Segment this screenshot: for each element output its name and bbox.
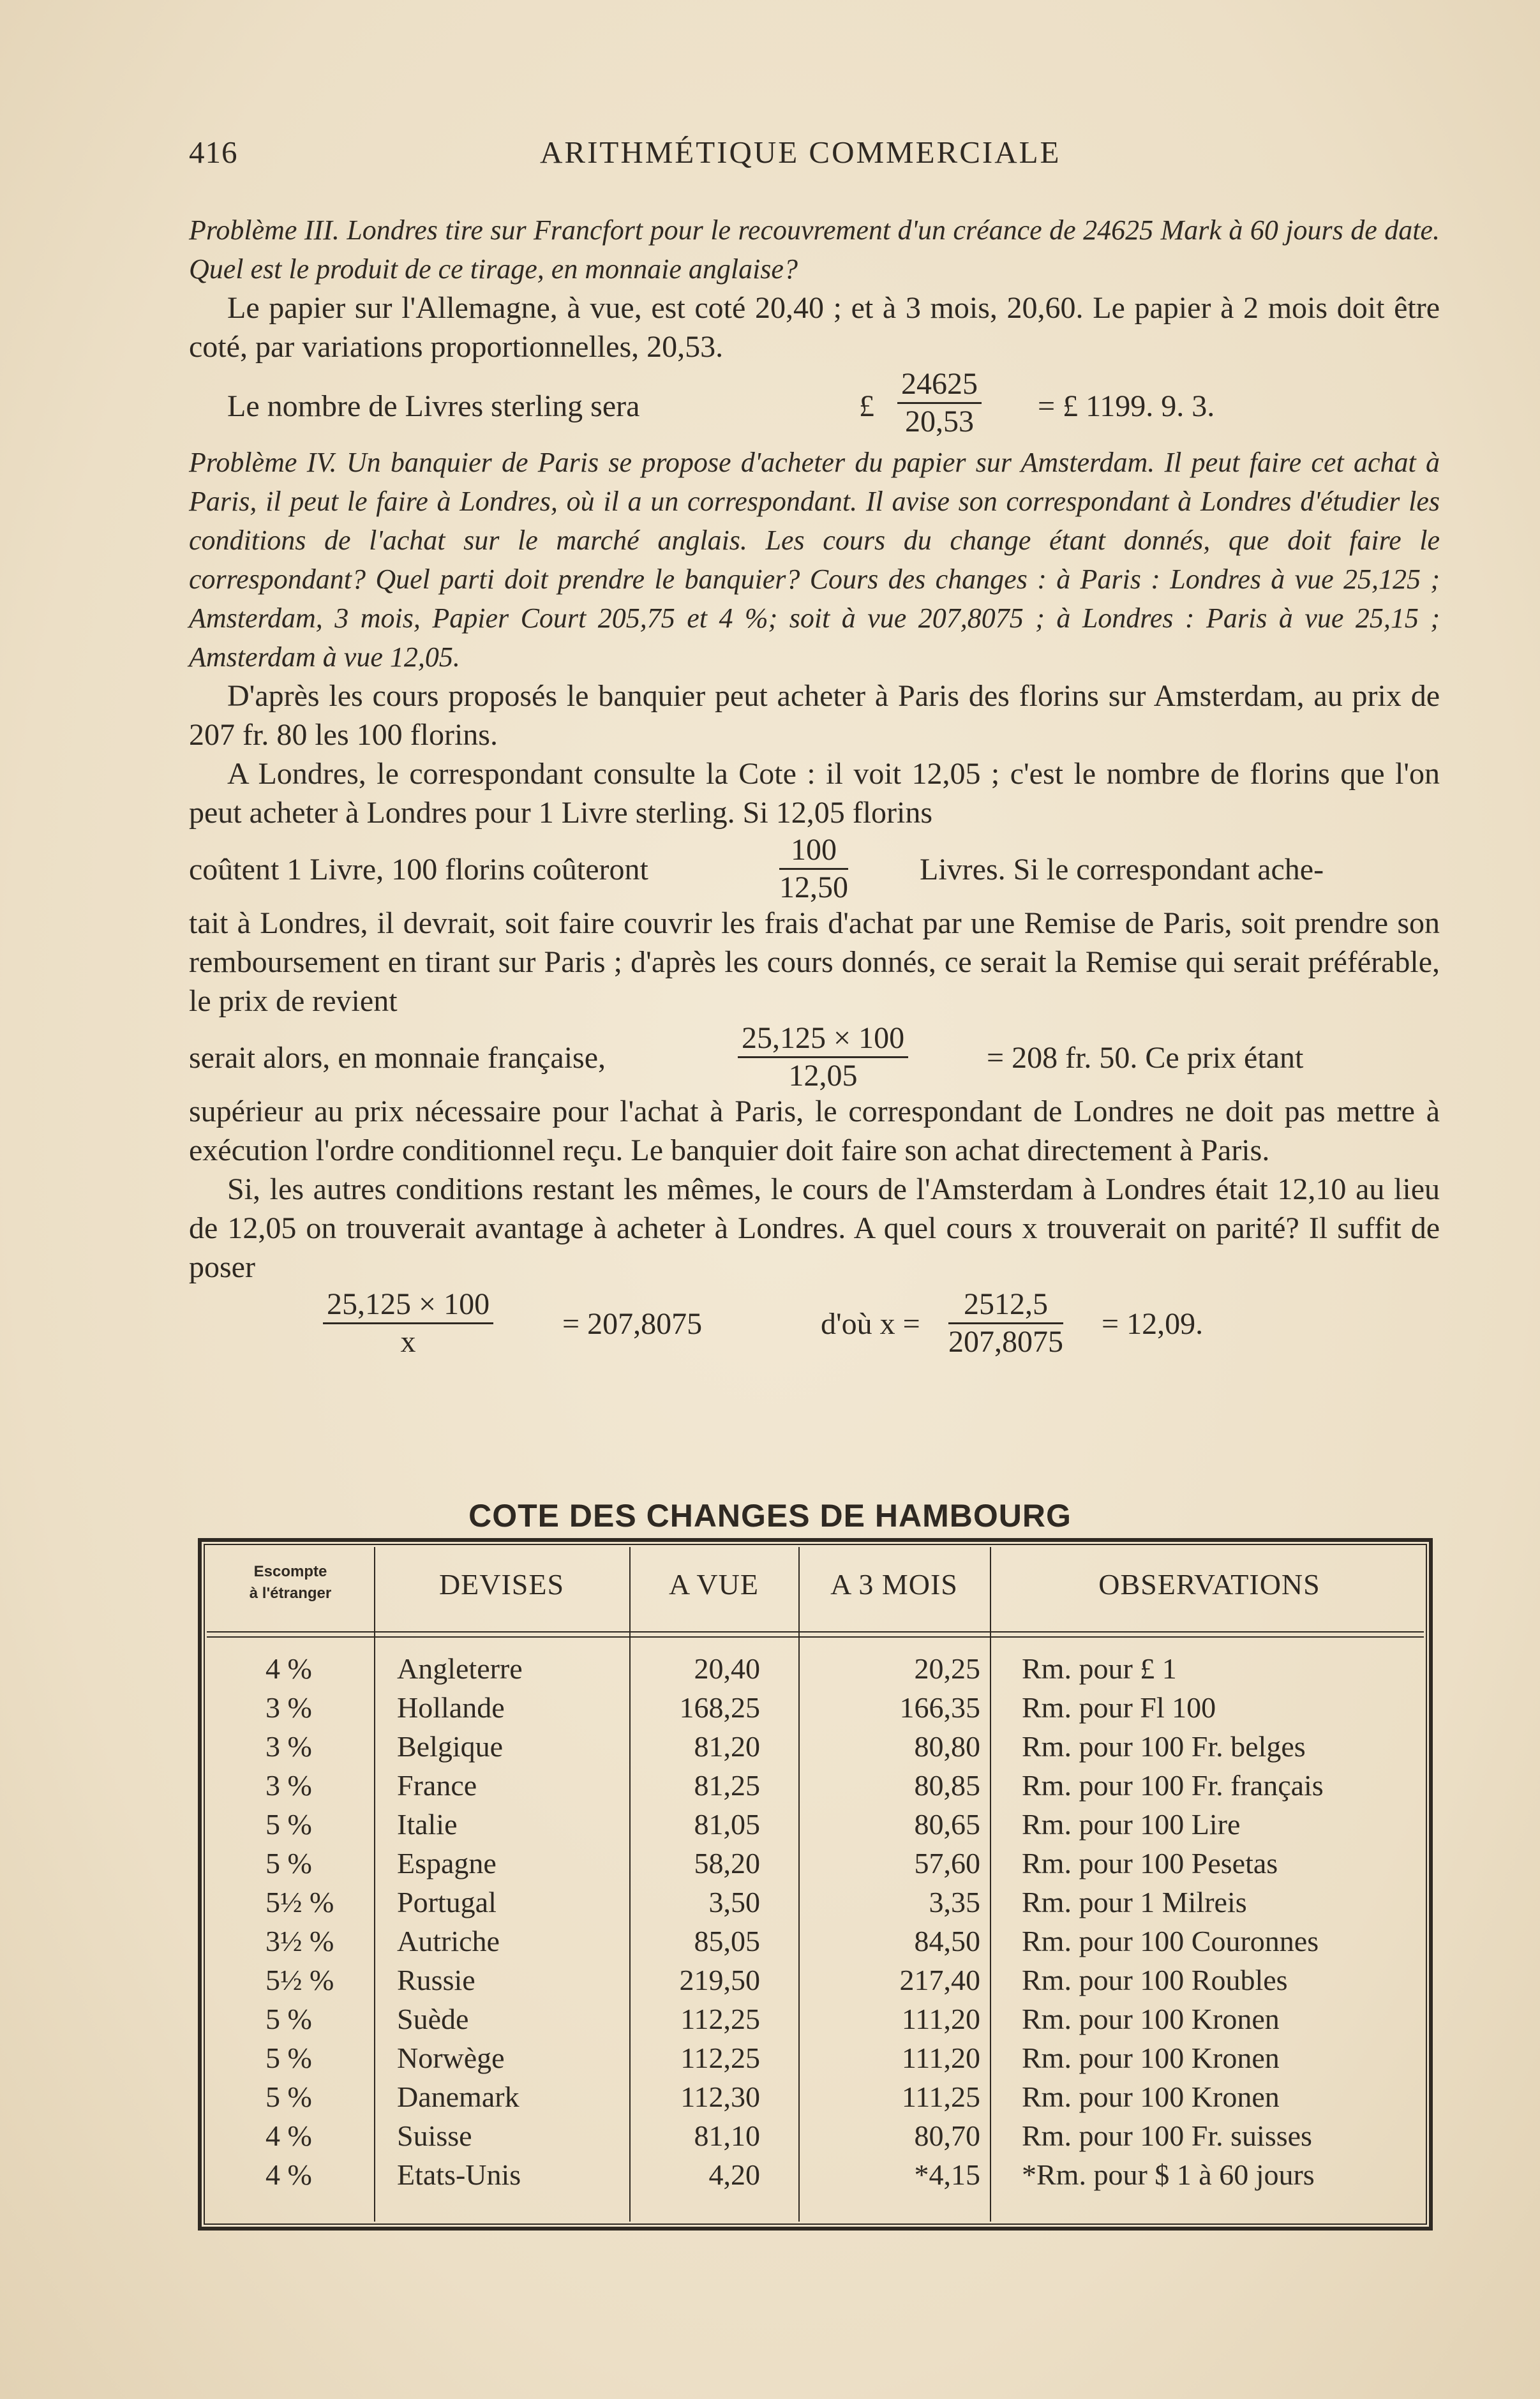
currency-symbol: £ (859, 389, 874, 423)
fraction (779, 832, 848, 906)
running-title: ARITHMÉTIQUE COMMERCIALE (540, 135, 1061, 170)
cell-observation: Rm. pour 100 Couronnes (1022, 1925, 1319, 1957)
header-devises: DEVISES (438, 1568, 565, 1601)
cell-a-vue: 20,40 (694, 1652, 760, 1685)
cell-a-3-mois: 80,65 (914, 1808, 980, 1841)
page-body (189, 211, 1440, 1358)
cell-observation: Rm. pour Fl 100 (1022, 1691, 1216, 1724)
cell-devise: Italie (397, 1808, 458, 1841)
cell-escompte: 5 % (265, 1847, 312, 1880)
table-row (202, 2077, 1429, 2116)
cell-devise: Portugal (397, 1886, 497, 1918)
table-row (202, 1688, 1429, 1727)
cell-observation: Rm. pour 100 Fr. suisses (1022, 2119, 1312, 2152)
header-observations: OBSERVATIONS (1098, 1568, 1320, 1601)
header-escompte-line1: Escompte (253, 1563, 327, 1580)
formula-text: d'où x = (821, 1307, 920, 1341)
cell-observation: Rm. pour 100 Fr. belges (1022, 1730, 1306, 1763)
paragraph: D'après les cours proposés le banquier peut acheter à Paris des florins sur Amsterdam, au prix de 207 fr. 80 les 100 florins. (189, 679, 1440, 752)
result-label: Le nombre de Livres sterling sera (227, 389, 640, 423)
cell-observation: Rm. pour 100 Kronen (1022, 2042, 1280, 2074)
cell-devise: France (397, 1769, 477, 1802)
cell-a-vue: 81,05 (694, 1808, 760, 1841)
cell-a-vue: 85,05 (694, 1925, 760, 1957)
problem-3-statement: Problème III. Londres tire sur Francfort pour le recouvrement d'un créance de 24625 Mark à 60 jours de date. Quel est le produit de ce tirage, en monnaie anglaise? (189, 214, 1440, 285)
cell-a-3-mois: 80,70 (914, 2119, 980, 2152)
fraction-denominator: 12,05 (788, 1059, 858, 1093)
fraction-denominator: 20,53 (905, 405, 974, 438)
cell-escompte: 4 % (265, 2158, 312, 2191)
cell-devise: Autriche (397, 1925, 500, 1957)
header-a-vue: A VUE (669, 1568, 759, 1601)
table-row (202, 1999, 1429, 2038)
header-a-3-mois: A 3 MOIS (830, 1568, 958, 1601)
problem-4-statement: Problème IV. Un banquier de Paris se propose d'acheter du papier sur Amsterdam. Il peut faire cet achat à Paris, il peut le faire à Londres, où il a un correspondant. Il avise son correspondant à Londres d'étudier les conditions de l'achat sur le marché anglais. Les cours du change étant donnés, que doit faire le correspondant? Quel parti doit prendre le banquier? Cours des changes : à Paris : Londres à vue 25,125 ; Amsterdam, 3 mois, Papier Court 205,75 et 4 %; soit à vue 207,8075 ; à Londres : Paris à vue 25,15 ; Amsterdam à vue 12,05. (189, 447, 1440, 673)
formula-text: = 208 fr. 50. Ce prix étant (987, 1041, 1304, 1075)
problem-3-formula (189, 366, 1440, 443)
cell-devise: Russie (397, 1964, 475, 1996)
table-row (202, 1805, 1429, 1844)
cell-devise: Norwège (397, 2042, 505, 2074)
table-row (202, 1922, 1429, 1961)
cell-devise: Suisse (397, 2119, 472, 2152)
cell-devise: Suède (397, 2003, 469, 2035)
cell-a-vue: 168,25 (679, 1691, 760, 1724)
cell-observation: Rm. pour 100 Roubles (1022, 1964, 1288, 1996)
fraction-denominator: x (400, 1325, 416, 1359)
table-row (202, 1727, 1429, 1766)
table-row (202, 2038, 1429, 2077)
cell-a-3-mois: 80,80 (914, 1730, 980, 1763)
cell-observation: Rm. pour 100 Kronen (1022, 2003, 1280, 2035)
cell-a-vue: 4,20 (708, 2158, 760, 2191)
fraction-denominator: 207,8075 (948, 1325, 1063, 1359)
formula-text: = 207,8075 (562, 1307, 703, 1341)
cell-a-vue: 81,20 (694, 1730, 760, 1763)
cell-observation: Rm. pour 100 Fr. français (1022, 1769, 1324, 1802)
header-divider (207, 1636, 1424, 1638)
fraction-numerator: 2512,5 (948, 1287, 1063, 1324)
cell-observation: Rm. pour 100 Kronen (1022, 2081, 1280, 2113)
fraction (738, 1020, 908, 1094)
inline-formula-line (189, 832, 1440, 904)
table-row (202, 2116, 1429, 2155)
fraction-denominator: 12,50 (779, 871, 848, 904)
cell-devise: Danemark (397, 2081, 520, 2113)
cell-observation: Rm. pour 1 Milreis (1022, 1886, 1247, 1918)
cell-escompte: 5½ % (265, 1886, 334, 1918)
table-row (202, 1961, 1429, 1999)
cell-escompte: 3½ % (265, 1925, 334, 1957)
cell-a-3-mois: 111,20 (901, 2003, 980, 2035)
cell-a-vue: 219,50 (679, 1964, 760, 1996)
cell-observation: Rm. pour 100 Lire (1022, 1808, 1241, 1841)
paragraph: A Londres, le correspondant consulte la Cote : il voit 12,05 ; c'est le nombre de florins que l'on peut acheter à Londres pour 1 Livre sterling. Si 12,05 florins (189, 757, 1440, 830)
cell-escompte: 5½ % (265, 1964, 334, 1996)
cell-a-vue: 81,10 (694, 2119, 760, 2152)
cell-observation: Rm. pour 100 Pesetas (1022, 1847, 1278, 1880)
cell-a-3-mois: 57,60 (914, 1847, 980, 1880)
cell-a-3-mois: 111,25 (901, 2081, 980, 2113)
table-row (202, 1766, 1429, 1805)
cell-escompte: 3 % (265, 1769, 312, 1802)
cell-escompte: 5 % (265, 2042, 312, 2074)
cell-a-vue: 58,20 (694, 1847, 760, 1880)
cell-escompte: 5 % (265, 2003, 312, 2035)
cell-observation: Rm. pour £ 1 (1022, 1652, 1177, 1685)
fraction (323, 1287, 493, 1360)
cell-a-3-mois: 217,40 (899, 1964, 980, 1996)
formula-text: = 12,09. (1102, 1307, 1204, 1341)
inline-formula-line (189, 1020, 1440, 1092)
cell-a-vue: 112,30 (680, 2081, 760, 2113)
fraction-numerator: 25,125 × 100 (738, 1020, 908, 1058)
paragraph: supérieur au prix nécessaire pour l'achat à Paris, le correspondant de Londres ne doit pas mettre à exécution l'ordre conditionnel reçu. Le banquier doit faire son achat directement à Paris. (189, 1095, 1440, 1167)
cell-a-3-mois: 166,35 (899, 1691, 980, 1724)
cell-escompte: 4 % (265, 2119, 312, 2152)
cell-a-vue: 112,25 (680, 2003, 760, 2035)
fraction (897, 366, 982, 440)
header-escompte-line2: à l'étranger (249, 1585, 332, 1602)
cell-escompte: 4 % (265, 1652, 312, 1685)
page-header (189, 134, 1433, 179)
cell-a-3-mois: 80,85 (914, 1769, 980, 1802)
fraction-numerator: 100 (779, 832, 848, 870)
cell-devise: Belgique (397, 1730, 504, 1763)
fraction-numerator: 24625 (897, 366, 982, 404)
formula-text: coûtent 1 Livre, 100 florins coûteront (189, 853, 648, 886)
paragraph: Si, les autres conditions restant les mêmes, le cours de l'Amsterdam à Londres était 12,10 au lieu de 12,05 on trouverait avantage à acheter à Londres. A quel cours x trouverait on parité? Il suffit de poser (189, 1172, 1440, 1284)
cell-a-3-mois: 20,25 (914, 1652, 980, 1685)
cell-escompte: 5 % (265, 1808, 312, 1841)
header-escompte (207, 1561, 374, 1604)
cell-a-3-mois: 111,20 (901, 2042, 980, 2074)
formula-text: Livres. Si le correspondant ache- (920, 853, 1324, 886)
cell-escompte: 3 % (265, 1730, 312, 1763)
cell-a-vue: 3,50 (708, 1886, 760, 1918)
table-row (202, 2155, 1429, 2194)
table-row (202, 1844, 1429, 1883)
table-row (202, 1883, 1429, 1922)
parity-equation (189, 1287, 1440, 1358)
formula-text: serait alors, en monnaie française, (189, 1041, 606, 1075)
cell-devise: Hollande (397, 1691, 505, 1724)
paragraph: tait à Londres, il devrait, soit faire couvrir les frais d'achat par une Remise de Paris, soit prendre son remboursement en tirant sur Paris ; d'après les cours donnés, ce serait la Remise qui serait préférable, le prix de revient (189, 906, 1440, 1018)
problem-3-text: Le papier sur l'Allemagne, à vue, est coté 20,40 ; et à 3 mois, 20,60. Le papier à 2 mois doit être coté, par variations proportionnelles, 20,53. (189, 291, 1440, 364)
fraction (948, 1287, 1063, 1360)
page-number: 416 (189, 135, 238, 170)
cell-a-3-mois: 84,50 (914, 1925, 980, 1957)
cell-escompte: 5 % (265, 2081, 312, 2113)
cell-a-vue: 112,25 (680, 2042, 760, 2074)
exchange-table (198, 1538, 1433, 2231)
header-divider (207, 1631, 1424, 1633)
cell-a-3-mois: *4,15 (914, 2158, 980, 2191)
cell-observation: *Rm. pour $ 1 à 60 jours (1022, 2158, 1315, 2191)
table-row (202, 1649, 1429, 1688)
cell-devise: Etats-Unis (397, 2158, 521, 2191)
cell-a-3-mois: 3,35 (929, 1886, 980, 1918)
cell-escompte: 3 % (265, 1691, 312, 1724)
table-title: COTE DES CHANGES DE HAMBOURG (468, 1498, 1072, 1534)
formula-result: = £ 1199. 9. 3. (1038, 389, 1215, 423)
cell-devise: Espagne (397, 1847, 497, 1880)
cell-a-vue: 81,25 (694, 1769, 760, 1802)
fraction-numerator: 25,125 × 100 (323, 1287, 493, 1324)
cell-devise: Angleterre (397, 1652, 523, 1685)
